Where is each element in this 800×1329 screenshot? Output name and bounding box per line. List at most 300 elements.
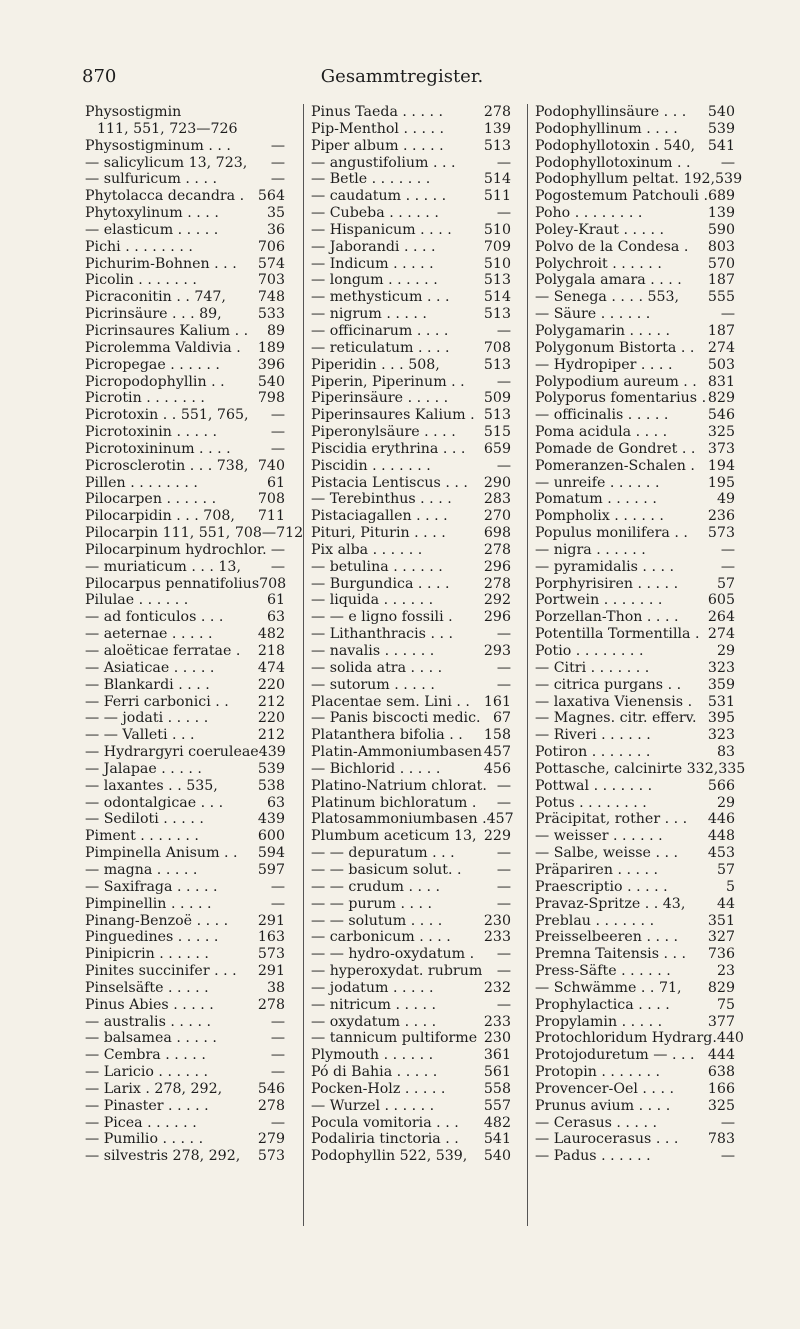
index-entry [85, 239, 285, 256]
entry-page-ref: 829 [707, 979, 735, 996]
entry-page-ref: 75 [716, 996, 735, 1013]
entry-term: — Riveri . . . . . . [535, 727, 651, 744]
entry-page-ref: 163 [257, 929, 285, 946]
entry-term: Platanthera bifolia . . [311, 727, 463, 744]
entry-term: Pompholix . . . . . . [535, 508, 664, 525]
entry-page-ref: 513 [483, 272, 511, 289]
index-entry [311, 491, 511, 508]
index-entry [85, 660, 285, 677]
entry-page-ref: 540 [707, 104, 735, 120]
entry-page-ref: 711 [257, 508, 285, 525]
index-entry [85, 475, 285, 492]
index-entry [311, 946, 511, 963]
entry-page-ref: 325 [707, 424, 735, 441]
index-entry [311, 828, 511, 845]
entry-term: — balsamea . . . . . [85, 1030, 217, 1047]
entry-page-ref: — [270, 1114, 285, 1131]
entry-page-ref: 233 [483, 1013, 511, 1030]
index-entry [85, 828, 285, 845]
index-entry [311, 424, 511, 441]
entry-page-ref: 296 [483, 609, 511, 626]
index-entry [311, 508, 511, 525]
entry-term: — citrica purgans . . [535, 676, 682, 693]
index-entry [85, 306, 285, 323]
entry-term: — solida atra . . . . [311, 659, 443, 676]
entry-term: Picolin . . . . . . . [85, 272, 197, 289]
index-entry [85, 643, 285, 660]
index-entry [535, 323, 735, 340]
entry-page-ref: 439 [258, 744, 286, 761]
entry-page-ref: 573 [707, 525, 735, 542]
page-number: 870 [82, 66, 117, 87]
entry-term: — Hispanicum . . . . [311, 221, 452, 238]
index-entry [311, 1115, 511, 1132]
entry-page-ref: 703 [257, 272, 285, 289]
index-entry [311, 576, 511, 593]
entry-term: Prunus avium . . . . [535, 1097, 671, 1114]
entry-page-ref: — [270, 440, 285, 457]
entry-term: Piperidin . . . 508, [311, 356, 440, 373]
entry-term: — caudatum . . . . . [311, 188, 447, 205]
entry-term: Pinang-Benzoë . . . . [85, 912, 229, 929]
entry-page-ref: 708 [257, 491, 285, 508]
index-entry [535, 256, 735, 273]
entry-term: Potus . . . . . . . . [535, 794, 647, 811]
index-entry [535, 980, 735, 997]
index-entry [311, 188, 511, 205]
entry-page-ref: 323 [707, 727, 735, 744]
entry-term: — — basicum solut. . [311, 861, 462, 878]
index-entry [311, 609, 511, 626]
entry-page-ref: 600 [257, 828, 285, 845]
index-entry [535, 845, 735, 862]
entry-page-ref: 689 [708, 188, 736, 205]
index-entry [535, 795, 735, 812]
entry-page-ref: 574 [257, 255, 285, 272]
entry-page-ref: 377 [707, 1013, 735, 1030]
index-entry [535, 828, 735, 845]
entry-term: Placentae sem. Lini . . [311, 693, 470, 710]
entry-term: Picrolemma Valdivia . [85, 339, 241, 356]
entry-term: — nigra . . . . . . [535, 541, 646, 558]
index-entry [311, 727, 511, 744]
entry-page-ref: 594 [257, 845, 285, 862]
index-entry [535, 306, 735, 323]
entry-term: — weisser . . . . . . [535, 828, 663, 845]
entry-page-ref: 748 [257, 289, 285, 306]
index-entry [85, 1047, 285, 1064]
entry-page-ref: 230 [483, 912, 511, 929]
entry-term: Podophyllinsäure . . . [535, 104, 687, 120]
index-entry [85, 778, 285, 795]
index-column-3 [535, 104, 746, 1165]
entry-term: — Cembra . . . . . [85, 1047, 206, 1064]
entry-page-ref: 270 [483, 508, 511, 525]
index-entry [85, 1030, 285, 1047]
entry-term: — Wurzel . . . . . . [311, 1097, 435, 1114]
index-entry [535, 508, 735, 525]
entry-page-ref: 351 [707, 912, 735, 929]
index-entry [535, 188, 735, 205]
entry-term: Pimpinella Anisum . . [85, 845, 238, 862]
index-entry [311, 1148, 511, 1165]
index-entry [311, 980, 511, 997]
entry-page-ref: 831 [707, 373, 735, 390]
entry-term: Pistaciagallen . . . . [311, 508, 448, 525]
entry-term: — — jodati . . . . . [85, 710, 209, 727]
entry-page-ref: 83 [716, 744, 735, 761]
entry-term: — Panis biscocti medic. [311, 710, 481, 727]
entry-page-ref: 220 [257, 710, 285, 727]
entry-page-ref: 63 [266, 794, 285, 811]
entry-page-ref: 803 [707, 238, 735, 255]
entry-term: Populus monilifera . . [535, 525, 688, 542]
entry-term: — Citri . . . . . . . [535, 659, 650, 676]
entry-page-ref: — [496, 845, 511, 862]
entry-page-ref: — [270, 171, 285, 188]
index-entry [311, 811, 514, 828]
index-entry [535, 104, 735, 121]
entry-page-ref: — [496, 205, 511, 222]
entry-page-ref: — [270, 154, 285, 171]
entry-term: Picropegae . . . . . . [85, 356, 220, 373]
entry-term: Picrotoxininum . . . . [85, 440, 231, 457]
index-entry [535, 424, 735, 441]
index-entry [535, 525, 735, 542]
entry-page-ref: 558 [483, 1080, 511, 1097]
entry-page-ref: — [720, 1148, 735, 1165]
entry-term: Pomatum . . . . . . [535, 491, 657, 508]
entry-term: Physostigminum . . . [85, 137, 231, 154]
entry-page-ref: 546 [707, 407, 735, 424]
entry-term: Polyporus fomentarius . [535, 390, 707, 407]
entry-term: Pogostemum Patchouli . [535, 188, 708, 205]
entry-term: — hyperoxydat. rubrum [311, 963, 483, 980]
entry-term: — Hydropiper . . . . [535, 356, 673, 373]
index-entry [535, 1014, 735, 1031]
entry-term: — — hydro-oxydatum . [311, 946, 475, 963]
entry-page-ref: — [496, 676, 511, 693]
entry-term: — Laricio . . . . . . [85, 1064, 209, 1081]
entry-term: Pillen . . . . . . . . [85, 474, 198, 491]
index-entry [535, 1030, 744, 1047]
entry-page-ref: — [720, 306, 735, 323]
index-entry [85, 592, 285, 609]
index-entry [535, 744, 735, 761]
entry-page-ref: 457 [483, 744, 511, 761]
index-entry [85, 491, 285, 508]
index-entry [85, 1014, 285, 1031]
entry-term: Pilulae . . . . . . [85, 592, 189, 609]
entry-term: Pinites succinifer . . . [85, 963, 237, 980]
index-entry [85, 727, 285, 744]
index-entry [535, 576, 735, 593]
index-entry [535, 879, 735, 896]
index-entry [311, 778, 511, 795]
entry-page-ref: 278 [257, 1097, 285, 1114]
index-entry [535, 222, 735, 239]
entry-term: — australis . . . . . [85, 1013, 211, 1030]
index-entry [311, 357, 511, 374]
index-entry [311, 1131, 511, 1148]
index-entry [311, 761, 511, 778]
entry-term: — Burgundica . . . . [311, 575, 450, 592]
index-entry [85, 542, 285, 559]
entry-page-ref: — [270, 558, 285, 575]
entry-page-ref: 474 [257, 659, 285, 676]
entry-page-ref: 510 [483, 255, 511, 272]
entry-page-ref: 514 [483, 289, 511, 306]
index-entry [311, 289, 511, 306]
entry-page-ref: — [496, 457, 511, 474]
entry-page-ref: 29 [716, 794, 735, 811]
entry-term: — longum . . . . . . [311, 272, 438, 289]
entry-term: Poma acidula . . . . [535, 424, 668, 441]
entry-term: — unreife . . . . . . [535, 474, 660, 491]
entry-term: — pyramidalis . . . . [535, 558, 675, 575]
entry-term: Platino-Natrium chlorat. [311, 777, 487, 794]
entry-page-ref: 605 [707, 592, 735, 609]
index-entry [85, 138, 285, 155]
entry-term: Platinum bichloratum . [311, 794, 477, 811]
index-entry [311, 374, 511, 391]
entry-term: — oxydatum . . . . [311, 1013, 437, 1030]
index-entry [535, 272, 735, 289]
entry-page-ref: 395 [707, 710, 735, 727]
entry-term: Podophyllum peltat. 192, [535, 171, 716, 188]
index-entry [535, 1047, 735, 1064]
entry-term: — — crudum . . . . [311, 878, 441, 895]
index-entry [311, 896, 511, 913]
entry-page-ref: 230 [483, 1030, 511, 1047]
index-entry [535, 441, 735, 458]
entry-page-ref: 538 [257, 777, 285, 794]
entry-page-ref: 195 [707, 474, 735, 491]
entry-page-ref: 573 [257, 946, 285, 963]
entry-page-ref: — [496, 878, 511, 895]
entry-term: Plumbum aceticum 13, [311, 828, 477, 845]
entry-term: — Jaborandi . . . . [311, 238, 436, 255]
index-entry [535, 289, 735, 306]
index-entry [85, 508, 285, 525]
entry-page-ref: 513 [483, 356, 511, 373]
entry-term: — tannicum pultiforme [311, 1030, 478, 1047]
entry-page-ref: 44 [716, 895, 735, 912]
index-entry [535, 542, 735, 559]
entry-page-ref: 597 [257, 861, 285, 878]
entry-page-ref: 212 [257, 727, 285, 744]
entry-page-ref: 513 [483, 306, 511, 323]
index-entry [535, 559, 735, 576]
entry-page-ref: 740 [257, 457, 285, 474]
index-entry [85, 862, 285, 879]
index-entry [85, 205, 285, 222]
entry-term: Pituri, Piturin . . . . [311, 525, 446, 542]
entry-term: — carbonicum . . . . [311, 929, 451, 946]
entry-page-ref: 296 [483, 558, 511, 575]
index-entry [85, 980, 285, 997]
entry-page-ref: 278 [483, 575, 511, 592]
entry-term: — methysticum . . . [311, 289, 450, 306]
entry-page-ref: 139 [483, 120, 511, 137]
entry-term: Piscidia erythrina . . . [311, 440, 466, 457]
entry-term: Präcipitat, rother . . . [535, 811, 688, 828]
entry-term: Potio . . . . . . . . [535, 643, 644, 659]
entry-term: — Cerasus . . . . . [535, 1114, 657, 1131]
entry-page-ref: 29 [716, 643, 735, 659]
entry-page-ref: 35 [266, 205, 285, 222]
entry-page-ref: 783 [707, 1131, 735, 1148]
entry-term: Podophyllotoxinum . . [535, 154, 691, 171]
entry-page-ref: 158 [483, 727, 511, 744]
index-entry [85, 222, 285, 239]
entry-term: — laxativa Vienensis . [535, 693, 693, 710]
index-entry [535, 710, 735, 727]
index-entry [311, 407, 511, 424]
entry-term: Podophyllotoxin . 540, [535, 137, 696, 154]
entry-page-ref: 509 [483, 390, 511, 407]
entry-term: — Terebinthus . . . . [311, 491, 452, 508]
entry-page-ref: 278 [483, 104, 511, 120]
index-entry [311, 929, 511, 946]
index-entry [535, 357, 735, 374]
index-entry [311, 744, 511, 761]
entry-term: — jodatum . . . . . [311, 979, 434, 996]
entry-page-ref: 712 [276, 525, 304, 542]
entry-page-ref: 279 [257, 1131, 285, 1148]
entry-page-ref: 218 [257, 643, 285, 659]
page-header [82, 66, 722, 96]
index-entry [85, 677, 285, 694]
entry-term: — Schwämme . . 71, [535, 979, 682, 996]
entry-page-ref: 482 [483, 1114, 511, 1131]
index-entry [311, 559, 511, 576]
index-entry [311, 458, 511, 475]
entry-page-ref: 511 [483, 188, 511, 205]
entry-term: Potentilla Tormentilla . [535, 626, 700, 643]
entry-term: Pimpinellin . . . . . [85, 895, 212, 912]
entry-term: — muriaticum . . . 13, [85, 558, 241, 575]
entry-page-ref: 359 [707, 676, 735, 693]
entry-term: Protopin . . . . . . . [535, 1064, 661, 1081]
entry-term: Polychroit . . . . . . [535, 255, 662, 272]
index-entry [535, 239, 735, 256]
index-entry [311, 963, 511, 980]
entry-term: Picropodophyllin . . [85, 373, 225, 390]
index-entry [311, 155, 511, 172]
entry-term: Pilocarpidin . . . 708, [85, 508, 235, 525]
entry-page-ref: 541 [707, 137, 735, 154]
entry-page-ref: 189 [257, 339, 285, 356]
entry-term: Pilocarpus pennatifolius [85, 575, 260, 592]
index-entry [535, 475, 735, 492]
entry-page-ref: 829 [707, 390, 735, 407]
entry-page-ref: 453 [707, 845, 735, 862]
entry-page-ref: — [720, 1114, 735, 1131]
entry-page-ref: 456 [483, 760, 511, 777]
entry-term: — Bichlorid . . . . . [311, 760, 441, 777]
entry-term: Podaliria tinctoria . . [311, 1131, 459, 1148]
entry-page-ref: 373 [707, 440, 735, 457]
entry-page-ref: — [720, 154, 735, 171]
entry-page-ref: 61 [266, 592, 285, 609]
entry-page-ref: 546 [257, 1080, 285, 1097]
index-entry [311, 340, 511, 357]
index-entry [85, 1098, 285, 1115]
entry-page-ref: 513 [483, 137, 511, 154]
index-entry [311, 138, 511, 155]
index-entry [85, 272, 285, 289]
index-entry [311, 1014, 511, 1031]
entry-term: — Säure . . . . . . [535, 306, 651, 323]
index-entry [85, 188, 285, 205]
entry-page-ref: — [496, 861, 511, 878]
entry-page-ref: — [496, 626, 511, 643]
column-divider [303, 104, 304, 1226]
index-entry [311, 323, 511, 340]
index-entry [311, 592, 511, 609]
index-entry [311, 1047, 511, 1064]
entry-term: Podophyllin 522, 539, [311, 1148, 468, 1165]
entry-page-ref: — [270, 137, 285, 154]
index-entry [85, 609, 285, 626]
entry-page-ref: 63 [266, 609, 285, 626]
entry-term: Piperinsäure . . . . . [311, 390, 449, 407]
entry-page-ref: 708 [483, 339, 511, 356]
index-entry [85, 744, 285, 761]
entry-term: — — Valleti . . . [85, 727, 195, 744]
entry-page-ref: 139 [707, 205, 735, 222]
index-entry [535, 677, 735, 694]
index-entry [535, 1148, 735, 1165]
entry-page-ref: 539 [715, 171, 743, 188]
entry-term: Picrotoxin . . 551, 765, [85, 407, 249, 424]
entry-term: — — solutum . . . . [311, 912, 443, 929]
index-column-1 [85, 104, 304, 1165]
entry-page-ref: 513 [483, 407, 511, 424]
entry-term: Pix alba . . . . . . [311, 541, 423, 558]
entry-page-ref: 361 [483, 1047, 511, 1064]
index-entry [535, 643, 735, 660]
entry-page-ref: 457 [486, 811, 514, 828]
entry-term: — nitricum . . . . . [311, 996, 437, 1013]
index-entry [535, 727, 735, 744]
index-entry [85, 576, 285, 593]
entry-term: Phytoxylinum . . . . [85, 205, 219, 222]
entry-page-ref: — [496, 659, 511, 676]
entry-page-ref: 291 [257, 912, 285, 929]
entry-page-ref: 557 [483, 1097, 511, 1114]
entry-term: Polvo de la Condesa . [535, 238, 689, 255]
entry-page-ref: 396 [257, 356, 285, 373]
entry-page-ref: — [720, 541, 735, 558]
index-entry [311, 845, 511, 862]
entry-page-ref: 335 [718, 760, 746, 777]
entry-term: Poho . . . . . . . . [535, 205, 643, 222]
index-entry [311, 525, 511, 542]
entry-page-ref: — [496, 946, 511, 963]
entry-page-ref: — [496, 154, 511, 171]
entry-page-ref: — [270, 878, 285, 895]
index-entry [85, 171, 285, 188]
entry-page-ref: — [270, 407, 285, 424]
index-entry [85, 1148, 285, 1165]
index-entry [311, 542, 511, 559]
entry-term: — Indicum . . . . . [311, 255, 434, 272]
index-entry [311, 475, 511, 492]
entry-term: Pinipicrin . . . . . . [85, 946, 209, 963]
entry-term: — officinarum . . . . [311, 322, 449, 339]
